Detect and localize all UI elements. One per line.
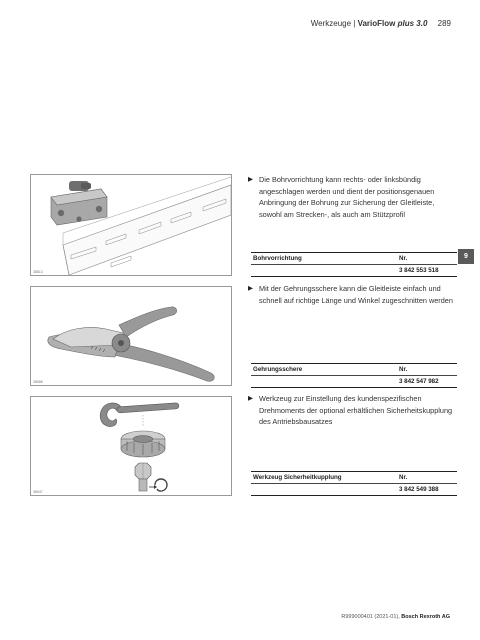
figure-mitre-shears <box>30 286 232 386</box>
description-text: Werkzeug zur Einstellung des kundenspezifischen Drehmoments der optional erhältlichen Sicherheitskupplung des Antriebsbausatzes <box>259 394 453 426</box>
footer-doc-id: R999000401 (2021-01), <box>341 614 402 620</box>
footer-brand: Bosch Rexroth AG <box>401 614 450 620</box>
table-row <box>251 265 457 277</box>
figure-clutch-tool <box>30 396 232 496</box>
table-header-name: Werkzeug Sicherheitkupplung <box>253 474 342 481</box>
part-table-mitre-shears <box>251 363 457 388</box>
mitre-shears-illustration <box>31 287 231 385</box>
page-footer <box>341 614 450 620</box>
table-header-row <box>251 363 457 376</box>
figure-code: 38988 <box>33 380 43 384</box>
chapter-tab: 9 <box>458 249 474 264</box>
table-header-nr: Nr. <box>399 366 408 373</box>
bullet-arrow-icon: ▶ <box>248 395 253 402</box>
figure-code: 38813 <box>33 270 43 274</box>
description-drilling-jig <box>248 174 458 220</box>
header-section: Werkzeuge | <box>310 19 358 28</box>
part-table-drilling-jig <box>251 252 457 277</box>
table-row <box>251 376 457 388</box>
description-text: Mit der Gehrungsschere kann die Gleitleiste einfach und schnell auf richtige Länge und Winkel zugeschnitten werden <box>259 284 453 305</box>
figure-drilling-jig <box>30 174 232 276</box>
table-header-nr: Nr. <box>399 255 408 262</box>
page-number: 289 <box>437 19 451 28</box>
table-header-row <box>251 471 457 484</box>
table-header-name: Gehrungsschere <box>253 366 303 373</box>
table-header-name: Bohrvorrichtung <box>253 255 302 262</box>
table-header-row <box>251 252 457 265</box>
clutch-tool-illustration <box>31 397 231 495</box>
bullet-arrow-icon: ▶ <box>248 285 253 292</box>
table-header-nr: Nr. <box>399 474 408 481</box>
description-text: Die Bohrvorrichtung kann rechts- oder linksbündig angeschlagen werden und dient der positionsgenauen Anbringung der Bohrung zur Sicherung der Gleitleiste, sowohl am Strecken-, als auch am Stützprofil <box>259 175 435 219</box>
drilling-jig-illustration <box>31 175 231 275</box>
part-number: 3 842 549 388 <box>399 486 439 493</box>
header-product-suffix: plus 3.0 <box>397 19 428 28</box>
page-header <box>311 19 451 28</box>
header-product: VarioFlow <box>357 19 396 28</box>
description-clutch-tool <box>248 393 458 428</box>
figure-code: 38947 <box>33 490 43 494</box>
part-number: 3 842 547 982 <box>399 378 439 385</box>
part-number: 3 842 553 518 <box>399 267 439 274</box>
table-row <box>251 484 457 496</box>
description-mitre-shears <box>248 283 458 306</box>
bullet-arrow-icon: ▶ <box>248 176 253 183</box>
part-table-clutch-tool <box>251 471 457 496</box>
